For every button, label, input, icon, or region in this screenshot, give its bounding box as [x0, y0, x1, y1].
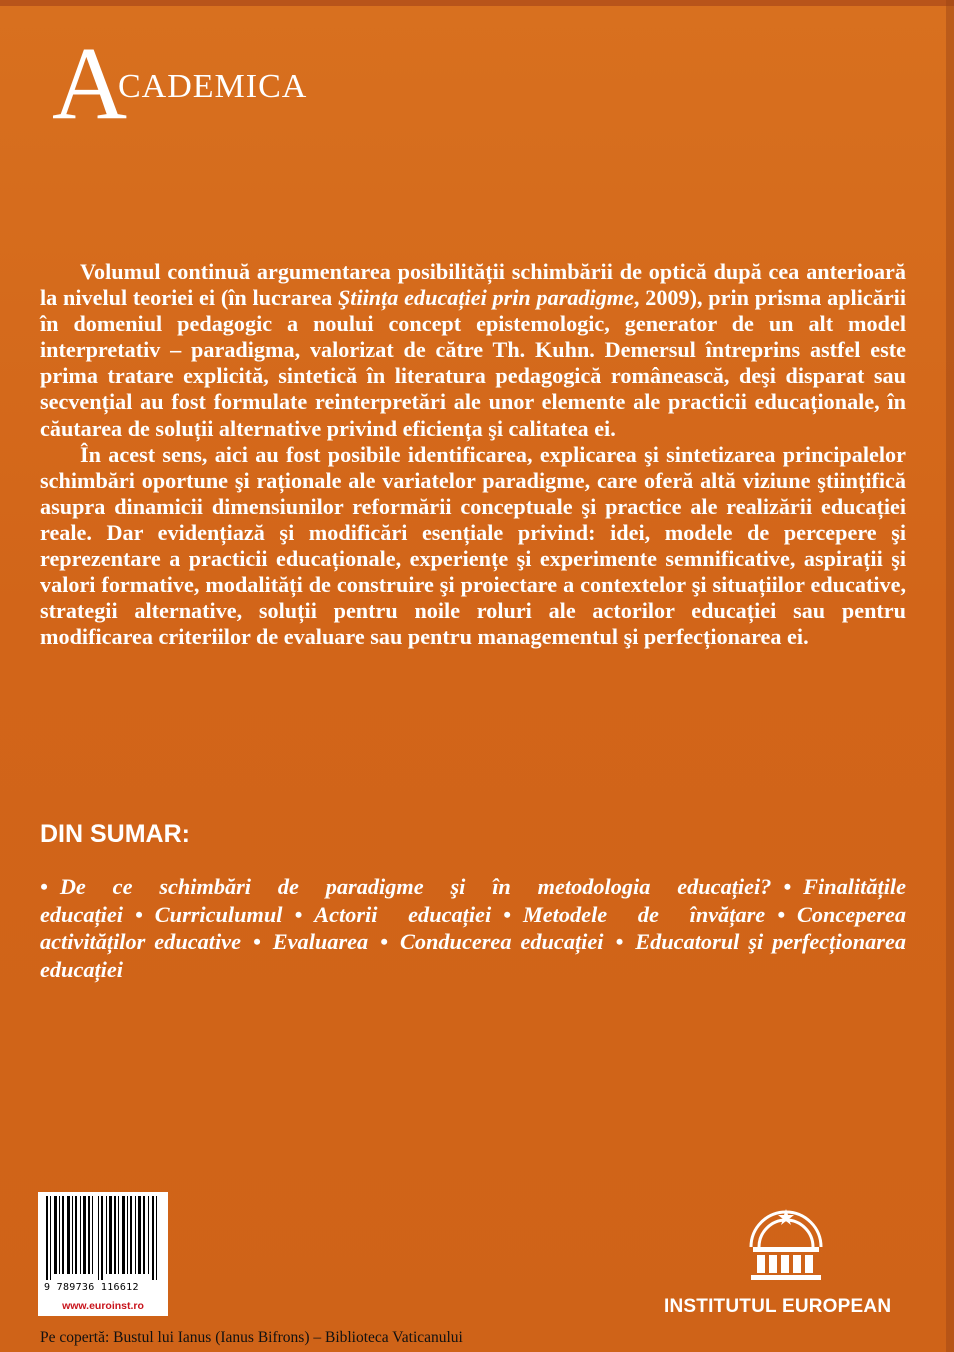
- summary-list: [40, 873, 906, 983]
- isbn-barcode: [38, 1192, 168, 1316]
- isbn-number: 9 789736 116612: [44, 1282, 139, 1293]
- summary-item: Actorii educației: [314, 901, 492, 927]
- summary-item: Conducerea educației: [399, 929, 604, 955]
- bullet-icon: •: [783, 874, 792, 899]
- summary-item: Metodele de învățare: [522, 901, 766, 927]
- summary-item: Educatorul şi perfecționarea educației: [40, 929, 906, 982]
- bullet-icon: •: [134, 901, 143, 927]
- bullet-icon: •: [252, 929, 261, 955]
- cited-work-title: Ştiința educației prin paradigme: [337, 285, 634, 311]
- bullet-icon: •: [615, 929, 624, 955]
- publisher-website-link[interactable]: www.euroinst.ro: [62, 1300, 144, 1312]
- summary-item: De ce schimbări de paradigme şi în metodologia educației?: [59, 874, 772, 899]
- summary-item: Finalitățile educației: [40, 874, 906, 927]
- description-paragraph-2: În acest sens, aici au fost posibile identificarea, explicarea şi sintetizarea principalelor schimbări oportune şi raționale ale variatelor paradigme, care oferă altă viziune ştiințifică asupra dinamicii dimensiunilor reformării conceptuale şi practice ale realizării educației reale. Dar evidențiază şi modificări esențiale privind: idei, modele de percepere şi reprezentare a practicii educaționale, experiențe şi experimente semnificative, aspirații şi valori formative, modalități de construire şi proiectare a contextelor şi situațiilor educative, strategii alternative, soluții pentru noile roluri ale actorilor educației sau pentru modificarea criteriilor de evaluare sau pentru managementul şi perfecționarea ei.: [40, 441, 906, 650]
- bullet-icon: •: [503, 901, 511, 927]
- barcode-bars-icon: [42, 1196, 164, 1280]
- publisher-name: INSTITUTUL EUROPEAN: [664, 1296, 892, 1317]
- summary-item: Curriculumul: [154, 901, 283, 927]
- logo-initial: A: [52, 26, 128, 141]
- bullet-icon: •: [40, 874, 48, 899]
- bullet-icon: •: [294, 901, 303, 927]
- logo-text: CADEMICA: [118, 68, 308, 105]
- summary-item: Evaluarea: [272, 929, 369, 955]
- cover-right-edge: [946, 0, 954, 1352]
- cover-top-edge: [0, 0, 954, 6]
- bullet-icon: •: [380, 929, 388, 955]
- cover-image-credit: Pe copertă: Bustul lui Ianus (Ianus Bifrons) – Biblioteca Vaticanului: [40, 1329, 463, 1346]
- description-paragraph-1: Volumul continuă argumentarea posibilității schimbării de optică după cea anterioară la nivelul teoriei ei (în lucrarea Ştiința educației prin paradigme, 2009), prin prisma aplicării în domeniul pedagogic a noului concept epistemologic, generator de un alt model interpretativ – paradigma, valorizat de către Th. Kuhn. Demersul întreprins astfel este prima tratare explicită, sintetică în literatura pedagogică românească, deşi disparat sau secvențial au fost formulate reinterpretări ale unor elemente ale practicii educaționale, în căutarea de soluții alternative privind eficiența şi calitatea ei.: [40, 259, 906, 441]
- summary-heading: DIN SUMAR:: [40, 820, 190, 848]
- institutul-european-emblem-icon: [741, 1195, 831, 1285]
- bullet-icon: •: [777, 901, 786, 927]
- book-description: [40, 259, 906, 650]
- summary-item: Conceperea activităților educative: [40, 901, 906, 955]
- academica-logo: [52, 26, 372, 141]
